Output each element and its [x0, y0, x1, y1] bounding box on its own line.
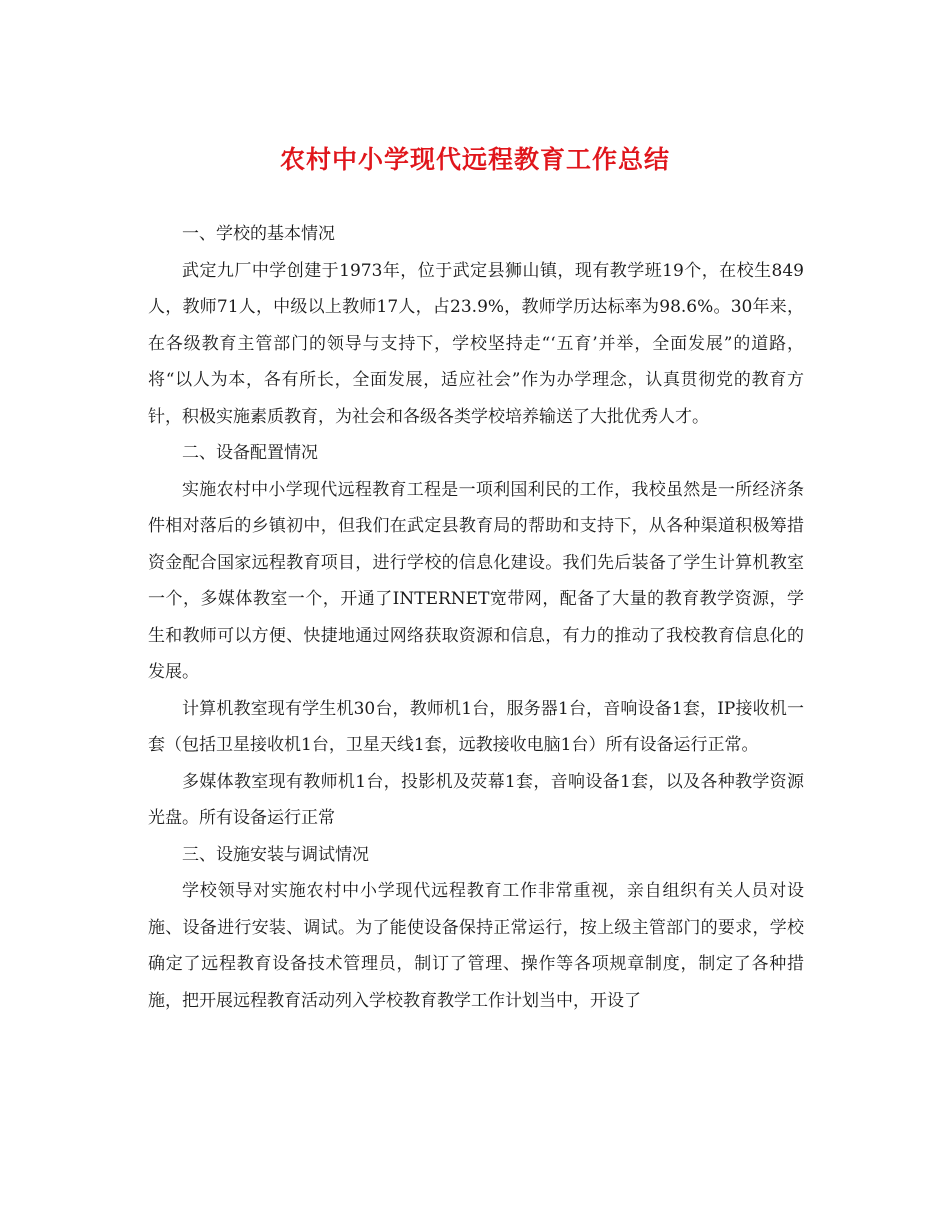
section-heading: 三、设施安装与调试情况 [182, 844, 369, 865]
section-paragraph: 计算机教室现有学生机30台，教师机1台，服务器1台，音响设备1套，IP接收机一套（包括卫星接收机1台，卫星天线1套，远教接收电脑1台）所有设备运行正常。 [148, 698, 804, 755]
section-paragraph: 实施农村中小学现代远程教育工程是一项利国利民的工作，我校虽然是一所经济条件相对落后的乡镇初中，但我们在武定县教育局的帮助和支持下，从各种渠道积极筹措资金配合国家远程教育项目，进行学校的信息化建设。我们先后装备了学生计算机教室一个，多媒体教室一个，开通了INTERNET宽带网，配备了大量的教育教学资源，学生和教师可以方便、快捷地通过网络获取资源和信息，有力的推动了我校教育信息化的发展。 [148, 479, 804, 682]
section-heading: 一、学校的基本情况 [182, 224, 335, 244]
document-body [148, 216, 804, 1019]
section-paragraph: 多媒体教室现有教师机1台，投影机及荧幕1套，音响设备1套，以及各种教学资源光盘。所有设备运行正常 [148, 771, 804, 828]
document-title: 农村中小学现代远程教育工作总结 [279, 145, 670, 174]
section-paragraph: 学校领导对实施农村中小学现代远程教育工作非常重视，亲自组织有关人员对设施、设备进行安装、调试。为了能使设备保持正常运行，按上级主管部门的要求，学校确定了远程教育设备技术管理员，制订了管理、操作等各项规章制度，制定了各种措施，把开展远程教育活动列入学校教育教学工作计划当中，开设了 [148, 881, 804, 1011]
section-paragraph: 武定九厂中学创建于1973年，位于武定县狮山镇，现有教学班19个，在校生849人，教师71人，中级以上教师17人，占23.9%，教师学历达标率为98.6%。30年来，在各级教育主管部门的领导与支持下，学校坚持走“‘五育’并举，全面发展”的道路，将“以人为本，各有所长，全面发展，适应社会”作为办学理念，认真贯彻党的教育方针，积极实施素质教育，为社会和各级各类学校培养输送了大批优秀人才。 [148, 260, 804, 427]
section-heading: 二、设备配置情况 [182, 443, 318, 463]
